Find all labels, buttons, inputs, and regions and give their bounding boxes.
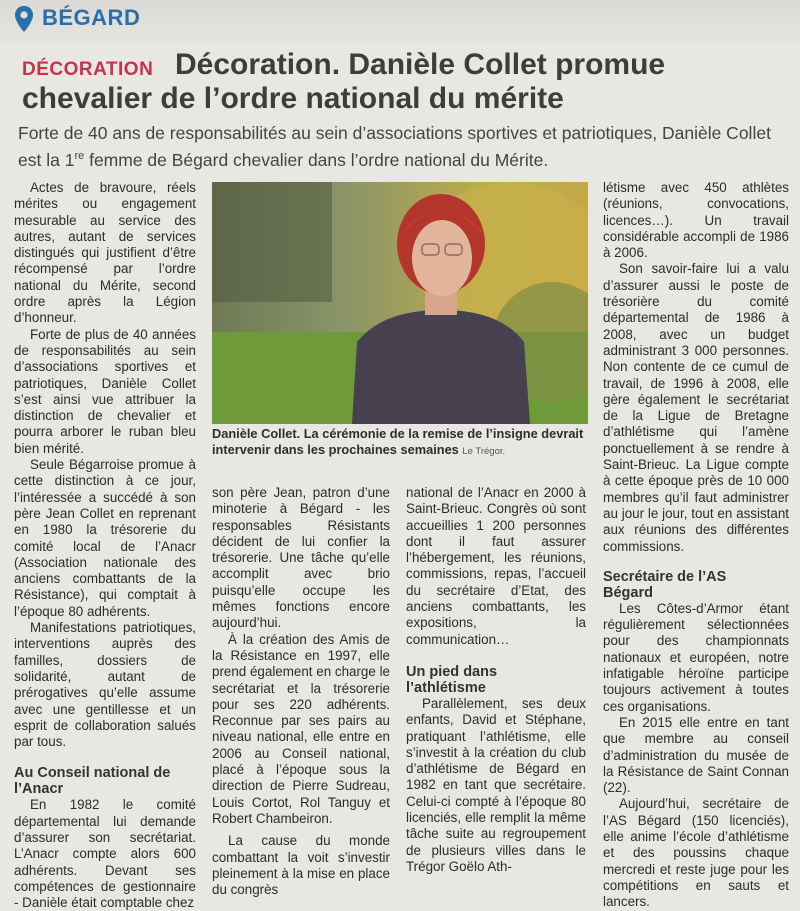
paragraph: Les Côtes-d’Armor étant régulièrement sélectionnées pour des championnats nationaux et européen, notre infatigable héroïne participe toujours activement à toutes ces organisations. (603, 600, 789, 714)
headline-text: Décoration. Danièle Collet promue chevalier de l’ordre national du mérite (22, 48, 666, 115)
paragraph: Aujourd’hui, secrétaire de l’AS Bégard (150 licenciés), elle anime l’école d’athlétisme et des poussins chaque mercredi et reste juge pour les compétitions en sauts et lancers. (603, 796, 789, 910)
paragraph: Actes de bravoure, réels mérites ou engagement mesurable au service des autres, autant de services distingués qui justifient d’être récompensé par l’ordre national du Mérite, second ordre après la Légion d’honneur. (14, 180, 196, 326)
article-lead: Forte de 40 ans de responsabilités au sein d’associations sportives et patriotiques, Danièle Collet est la 1re femme de Bégard chevalier dans l’ordre national du Mérite. (18, 123, 771, 170)
paragraph: Seule Bégarroise promue à cette distinction à ce jour, l’intéressée a succédé à son père Jean Collet en reprenant en 1980 la trésorerie du comité local de l’Anacr (Association nationale des anciens combattants de la Résistance), qui comptait à l’époque 80 adhérents. (14, 457, 196, 619)
paragraph: Forte de plus de 40 années de responsabilités au sein d’associations sportives et patriotiques, Danièle Collet s’est ainsi vue attribuer la distinction de chevalier et pourra arborer le ruban bleu bien mérité. (14, 326, 196, 456)
photo-credit: Le Trégor. (462, 446, 506, 457)
photo-caption: Danièle Collet. La cérémonie de la remise de l’insigne devrait intervenir dans les prochaines semaines Le Trégor. (212, 426, 584, 457)
paragraph: son père Jean, patron d’une minoterie à Bégard - les responsables Résistants décident de lui confier la trésorerie. Une tâche qu’elle accomplit avec brio puisqu’elle occupe les mêmes fonctions encore aujourd’hui. (212, 485, 390, 631)
section-header (0, 0, 800, 44)
paragraph: Parallèlement, ses deux enfants, David et Stéphane, pratiquant l’athlétisme, elle s’investit à la création du club d’athlétisme de Bégard en 1982 en tant que secrétaire. Celui-ci compté à l’époque 80 licenciés, elle remplit la même tâche suite au regroupement de plusieurs villes dans le Trégor Goëlo Ath- (406, 695, 586, 874)
paragraph: Manifestations patriotiques, interventions auprès des familles, dossiers de solidarité, autant de prérogatives qu’elle assume avec une gentillesse et un esprit de collaboration salués par tous. (14, 620, 196, 750)
article-headline (22, 48, 792, 116)
paragraph: À la création des Amis de la Résistance en 1997, elle prend également en charge le secrétariat et la trésorerie pour ses 220 adhérents. Reconnue par ses pairs au niveau national, elle entre en 2006 au Conseil national, placé à l’époque sous la direction de Pierre Sudreau, Louis Cortot, Rol Tanguy et Robert Chambeiron. (212, 631, 390, 826)
article-rubric: DÉCORATION (22, 59, 154, 80)
subheading-athletisme: Un pied dans l’athlétisme (406, 663, 498, 696)
section-town: BÉGARD (42, 5, 141, 30)
article-column-2 (212, 485, 390, 898)
paragraph: En 1982 le comité départemental lui demande d’assurer son secrétariat. L’Anacr compte alors 600 adhérents. Devant ses compétences de gestionnaire - Danièle était comptable chez (14, 797, 196, 911)
paragraph: La cause du monde combattant la voit s’investir pleinement à la mise en place du congrès (212, 833, 390, 898)
paragraph: létisme avec 450 athlètes (réunions, convocations, licences…). Un travail considérable accompli de 1986 à 2006. (603, 180, 789, 261)
map-pin-icon (14, 5, 34, 33)
article-column-1 (14, 180, 196, 911)
article-column-4 (603, 180, 789, 910)
paragraph: national de l’Anacr en 2000 à Saint-Brieuc. Congrès où sont accueillies 1 200 personnes dont il faut assurer l’hébergement, les réunions, commissions, repas, l’accueil du secrétaire d’Etat, des anciens combattants, les expositions, la communication… (406, 485, 586, 647)
paragraph: Son savoir-faire lui a valu d’assurer aussi le poste de trésorière du comité départemental de 1986 à 2008, avec un budget administrant 3 000 personnes. Non contente de ce cumul de travail, de 1996 à 2008, elle gère également le secrétariat de la Ligue de Bretagne d’athlétisme qui l’amène ponctuellement à se rendre à Saint-Brieuc. La Ligue compte à cette époque près de 10 000 membres qu’il faut administrer au jour le jour, tout en assistant aux réunions des différentes commissions. (603, 261, 789, 554)
subheading-conseil-national: Au Conseil national de l’Anacr (14, 765, 171, 798)
article-column-3 (406, 485, 586, 875)
paragraph: En 2015 elle entre en tant que membre au conseil d’administration du musée de la Résistance de Saint Connan (22). (603, 714, 789, 796)
portrait-photo (212, 182, 588, 424)
subheading-as-begard: Secrétaire de l’AS Bégard (603, 568, 727, 601)
